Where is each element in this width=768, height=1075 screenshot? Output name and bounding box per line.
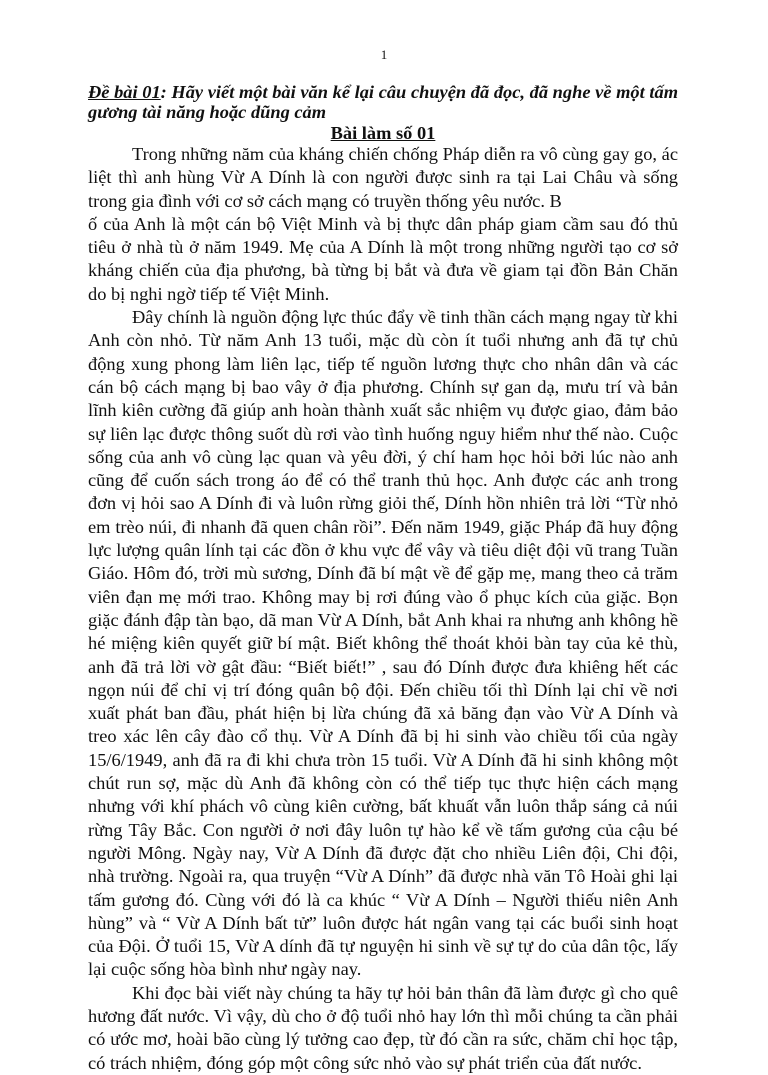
document-body (88, 82, 678, 1075)
prompt-text: : Hãy viết một bài văn kể lại câu chuyện đã đọc, đã nghe về một tấm gương tài năng hoặc dũng cảm (88, 82, 678, 122)
paragraph-story: Đây chính là nguồn động lực thúc đẩy về tinh thần cách mạng ngay từ khi Anh còn nhỏ. Từ năm Anh 13 tuổi, mặc dù còn ít tuổi nhưng anh đã tự chủ động xung phong làm liên lạc, tiếp tế nguồn lương thực cho nhân dân và các cán bộ cách mạng bị bao vây ở địa phương. Chính sự gan dạ, mưu trí và bản lĩnh kiên cường đã giúp anh hoàn thành xuất sắc nhiệm vụ được giao, đảm bảo sự liên lạc được thông suốt dù rơi vào tình huống nguy hiểm như thế nào. Cuộc sống của anh vô cùng lạc quan và yêu đời, ý chí ham học hỏi bởi lúc nào anh cũng để cuốn sách trong áo để có thể tranh thủ học. Anh được các anh trong đơn vị hỏi sao A Dính đi và luôn rừng giỏi thế, Dính hồn nhiên trả lời “Từ nhỏ em trèo núi, đi nhanh đã quen chân rồi”. Đến năm 1949, giặc Pháp đã huy động lực lượng quân lính tại các đồn ở khu vực để vây và tiêu diệt đội vũ trang Tuần Giáo. Hôm đó, trời mù sương, Dính đã bí mật về để gặp mẹ, mang theo cả trăm viên đạn mẹ mới trao. Không may bị rơi đúng vào ổ phục kích của giặc. Bọn giặc đánh đập tàn bạo, dã man Vừ A Dính, bắt Anh khai ra nhưng anh không hề hé miệng kiên quyết giữ bí mật. Biết không thể thoát khỏi bàn tay của kẻ thù, anh đã trả lời vờ gật đầu: “Biết biết!” , sau đó Dính được đưa khiêng hết các ngọn núi để chỉ vị trí đóng quân bộ đội. Đến chiều tối thì Dính lại chỉ về nơi xuất phát ban đầu, phát hiện bị lừa chúng đã xả băng đạn vào Vừ A Dính và treo xác lên cây đào cổ thụ. Vừ A Dính đã bị hi sinh vào chiều tối của ngày 15/6/1949, anh đã ra đi khi chưa tròn 15 tuổi. Vừ A Dính đã hi sinh không một chút run sợ, mặc dù Anh đã không còn có thể tiếp tục thực hiện cách mạng nhưng với khí phách vô cùng kiên cường, bất khuất vẫn luôn thắp sáng cả núi rừng Tây Bắc. Con người ở nơi đây luôn tự hào kể về tấm gương của cậu bé người Mông. Ngày nay, Vừ A Dính đã được đặt cho nhiều Liên đội, Chi đội, nhà trường. Ngoài ra, qua truyện “Vừ A Dính” đã được nhà văn Tô Hoài ghi lại tấm gương đó. Cùng với đó là ca khúc “ Vừ A Dính – Người thiếu niên Anh hùng” và “ Vừ A Dính bất tử” luôn được hát ngân vang tại các buổi sinh hoạt của Đội. Ở tuổi 15, Vừ A dính đã tự nguyện hi sinh về sự tự do của dân tộc, lấy lại cuộc sống hòa bình như ngày nay. (88, 307, 678, 980)
paragraph-intro: Trong những năm của kháng chiến chống Pháp diễn ra vô cùng gay go, ác liệt thì anh hùng Vừ A Dính là con người được sinh ra tại Lai Châu và sống trong gia đình với cơ sở cách mạng có truyền thống yêu nước. B (88, 144, 678, 211)
paragraph-conclusion: Khi đọc bài viết này chúng ta hãy tự hỏi bản thân đã làm được gì cho quê hương đất nước. Vì vậy, dù cho ở độ tuổi nhỏ hay lớn thì mỗi chúng ta cần phải có ước mơ, hoài bão cùng lý tưởng cao đẹp, từ đó cần ra sức, chăm chỉ học tập, có trách nhiệm, đóng góp một công sức nhỏ vào sự phát triển của đất nước. (88, 982, 678, 1073)
essay-prompt (88, 82, 678, 122)
essay-title: Bài làm số 01 (330, 123, 436, 143)
paragraph-family: ố của Anh là một cán bộ Việt Minh và bị thực dân pháp giam cầm sau đó thủ tiêu ở nhà tù ở năm 1949. Mẹ của A Dính là một trong những người tạo cơ sở kháng chiến của địa phương, bà từng bị bắt và đưa về giam tại đồn Bản Chăn do bị nghi ngờ tiếp tế Việt Minh. (88, 213, 678, 304)
prompt-label: Đề bài 01 (88, 82, 161, 102)
page-number: 1 (380, 47, 388, 62)
